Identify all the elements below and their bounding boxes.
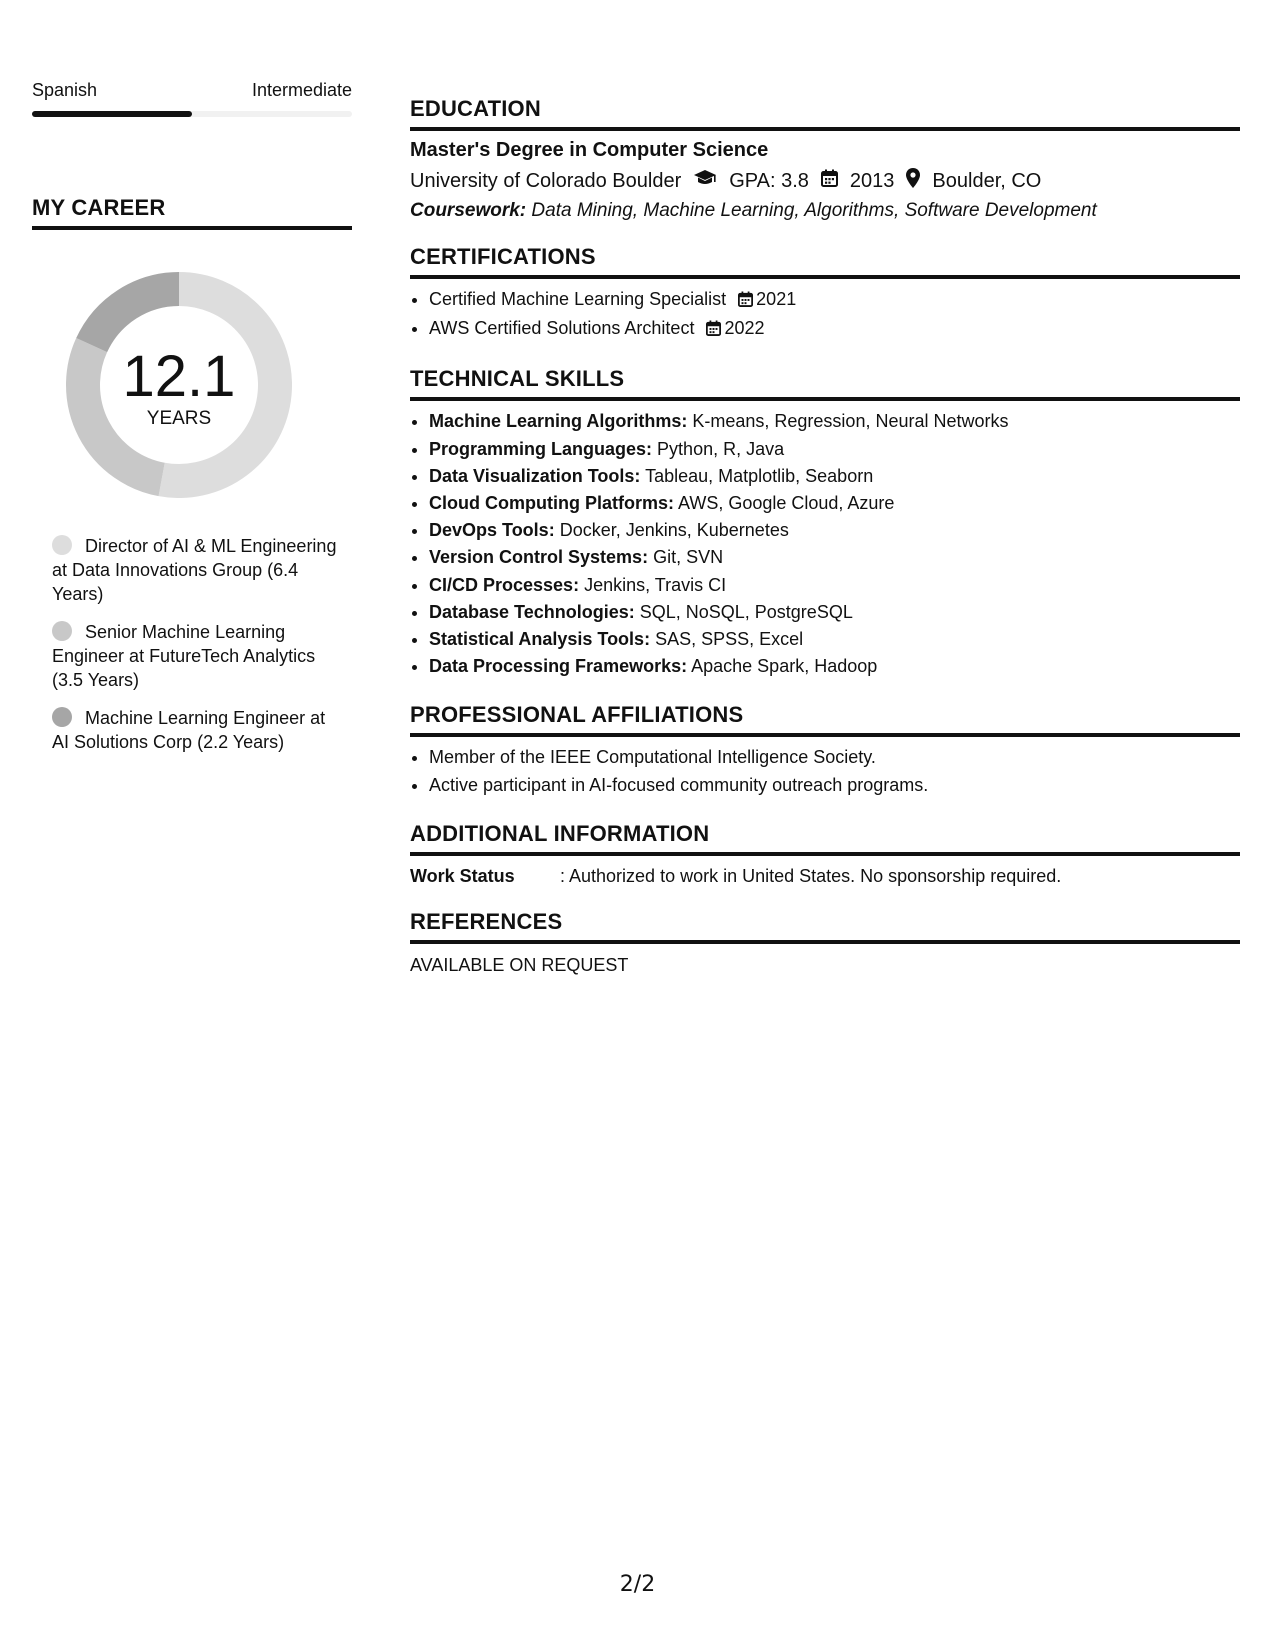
work-status-value: : Authorized to work in United States. No sponsorship required.: [560, 865, 1062, 886]
skill-label: Version Control Systems:: [429, 547, 649, 568]
skill-value: K-means, Regression, Neural Networks: [692, 411, 1009, 432]
skill-label: Machine Learning Algorithms:: [429, 411, 688, 432]
certification-name: AWS Certified Solutions Architect: [429, 318, 695, 339]
skill-label: Database Technologies:: [429, 601, 635, 622]
career-legend-item: [52, 534, 342, 606]
skill-label: CI/CD Processes:: [429, 574, 580, 595]
work-status-label: Work Status: [410, 865, 515, 886]
skill-value: Jenkins, Travis CI: [584, 574, 727, 595]
career-job-label: Machine Learning Engineer at AI Solutions Corp (2.2 Years): [52, 708, 326, 752]
legend-swatch: [52, 707, 72, 727]
skill-value: SQL, NoSQL, PostgreSQL: [639, 601, 853, 622]
references-title: REFERENCES: [410, 909, 1240, 944]
skill-label: Data Processing Frameworks:: [429, 656, 688, 677]
donut-center: [66, 272, 292, 498]
career-legend: [52, 534, 342, 754]
skill-value: AWS, Google Cloud, Azure: [678, 493, 895, 514]
language-proficiency-fill: [32, 111, 192, 117]
certification-item: [429, 315, 1240, 344]
career-legend-item: [52, 706, 342, 754]
skill-item: [429, 599, 1240, 626]
certifications-title: CERTIFICATIONS: [410, 244, 1240, 279]
skills-list: [410, 408, 1240, 680]
coursework-value: Data Mining, Machine Learning, Algorithms, Software Development: [531, 200, 1097, 221]
affiliation-item: • Member of the IEEE Computational Intelligence Society.: [429, 744, 1240, 771]
skill-item: [429, 490, 1240, 517]
language-level: Intermediate: [251, 80, 352, 100]
additional-title: ADDITIONAL INFORMATION: [410, 821, 1240, 856]
skill-value: Tableau, Matplotlib, Seaborn: [645, 465, 874, 486]
legend-swatch: [52, 535, 72, 555]
skill-value: SAS, SPSS, Excel: [655, 629, 804, 650]
education-location: Boulder, CO: [932, 169, 1042, 192]
skill-value: Git, SVN: [653, 547, 724, 568]
certification-item: [429, 286, 1240, 315]
references-section: [410, 909, 1240, 976]
career-job-label: Director of AI & ML Engineering at Data Innovations Group (6.4 Years): [52, 536, 337, 604]
legend-swatch: [52, 621, 72, 641]
career-total-unit: YEARS: [146, 408, 212, 429]
skill-item: [429, 436, 1240, 463]
skill-item: [429, 653, 1240, 680]
language-row: [32, 80, 352, 101]
skill-item: [429, 517, 1240, 544]
education-degree: Master's Degree in Computer Science: [410, 139, 769, 161]
skill-value: Python, R, Java: [657, 438, 785, 459]
map-marker-icon: [906, 168, 920, 194]
certifications-list: [410, 286, 1240, 344]
certifications-section: [410, 244, 1240, 344]
skill-value: Apache Spark, Hadoop: [691, 656, 878, 677]
career-donut-chart: [66, 272, 292, 498]
language-name: Spanish: [32, 80, 98, 100]
skill-label: DevOps Tools:: [429, 520, 555, 541]
career-total-years: 12.1: [122, 344, 236, 409]
right-column: [410, 96, 1240, 976]
affiliations-section: [410, 702, 1240, 798]
certification-year: 2022: [724, 318, 765, 339]
coursework-label: Coursework:: [410, 200, 527, 221]
affiliation-item: • Active participant in AI-focused community outreach programs.: [429, 772, 1240, 799]
education-title: EDUCATION: [410, 96, 1240, 131]
calendar-icon: [706, 317, 721, 344]
skill-item: [429, 463, 1240, 490]
education-school: University of Colorado Boulder: [410, 169, 682, 192]
skill-item: [429, 408, 1240, 435]
education-details: [410, 168, 1240, 194]
affiliations-list: [410, 744, 1240, 798]
skill-item: [429, 626, 1240, 653]
career-section-title: MY CAREER: [32, 195, 352, 230]
skill-label: Cloud Computing Platforms:: [429, 493, 674, 514]
skill-label: Statistical Analysis Tools:: [429, 629, 651, 650]
skill-item: [429, 544, 1240, 571]
skills-title: TECHNICAL SKILLS: [410, 366, 1240, 401]
career-job-label: Senior Machine Learning Engineer at FutureTech Analytics (3.5 Years): [52, 622, 316, 690]
skill-label: Programming Languages:: [429, 438, 653, 459]
certification-year: 2021: [756, 289, 797, 309]
education-coursework: [410, 200, 1240, 222]
page-number: 2/2: [619, 1572, 656, 1597]
skill-label: Data Visualization Tools:: [429, 465, 641, 486]
references-text: AVAILABLE ON REQUEST: [410, 954, 629, 975]
skill-item: [429, 572, 1240, 599]
language-proficiency-bar: [32, 111, 352, 117]
education-year: 2013: [849, 169, 895, 192]
affiliations-title: PROFESSIONAL AFFILIATIONS: [410, 702, 1240, 737]
calendar-icon: [821, 169, 838, 193]
career-legend-item: [52, 620, 342, 692]
education-gpa: GPA: 3.8: [729, 169, 809, 192]
education-section: [410, 96, 1240, 222]
skill-value: Docker, Jenkins, Kubernetes: [559, 520, 789, 541]
left-column: [32, 80, 352, 768]
work-status-row: [410, 866, 1240, 887]
skills-section: [410, 366, 1240, 680]
certification-name: Certified Machine Learning Specialist: [429, 289, 727, 309]
graduation-cap-icon: [693, 169, 717, 193]
additional-section: [410, 821, 1240, 887]
calendar-icon: [738, 288, 753, 315]
